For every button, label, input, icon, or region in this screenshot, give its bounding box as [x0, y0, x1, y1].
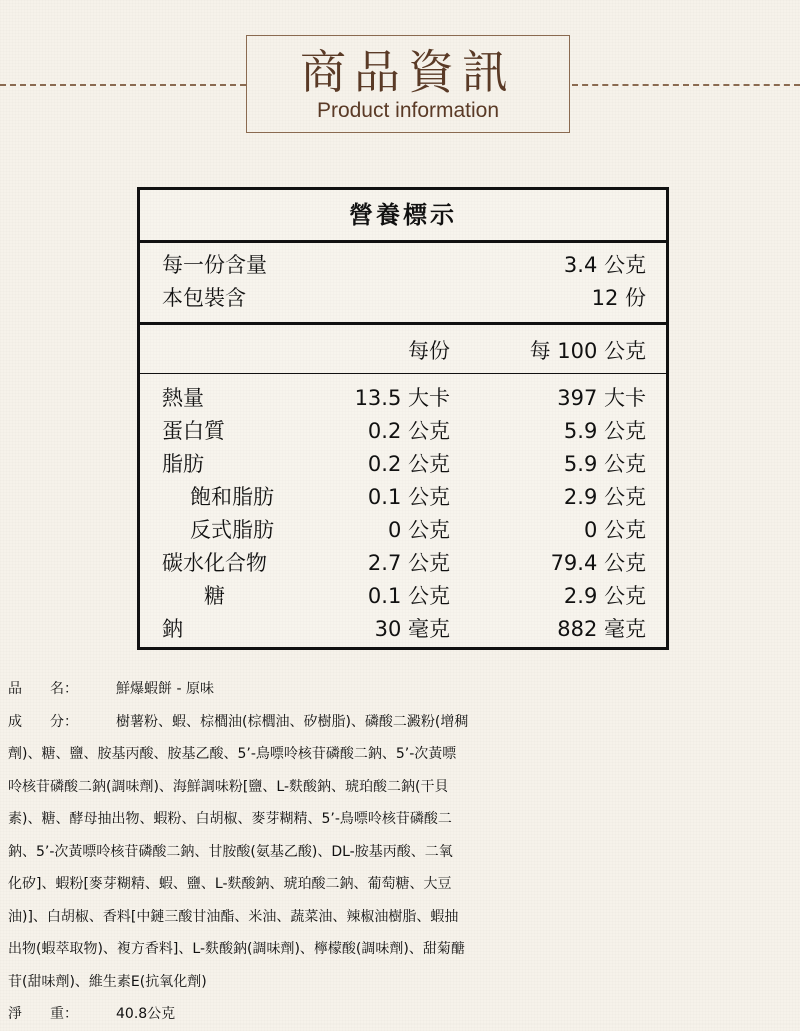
nutrient-row — [140, 481, 666, 514]
nutrient-row — [140, 580, 666, 613]
column-header-row — [140, 325, 666, 374]
nutrient-per-100g: 0 公克 — [583, 518, 646, 542]
ingredients-line: 鈉、5’-次黃嘌呤核苷磷酸二鈉、甘胺酸(氨基乙酸)、DL-胺基丙酸、二氧 — [8, 843, 453, 860]
nutrient-label: 鈉 — [162, 617, 183, 641]
nutrient-per-serving: 13.5 大卡 — [354, 386, 450, 410]
ingredients-line: 苷(甜味劑)、維生素E(抗氧化劑) — [8, 973, 207, 990]
column-header-per-100g: 每 100 公克 — [529, 339, 646, 363]
nutrient-rows — [140, 374, 666, 646]
nutrient-per-serving: 0.2 公克 — [367, 452, 450, 476]
ingredients-line: 呤核苷磷酸二鈉(調味劑)、海鮮調味粉[鹽、L-麩酸鈉、琥珀酸二鈉(干貝 — [8, 778, 449, 795]
nutrient-per-serving: 2.7 公克 — [367, 551, 450, 575]
product-name-key: 品 名： — [8, 681, 78, 697]
nutrient-per-serving: 0 公克 — [387, 518, 450, 542]
nutrient-per-100g: 2.9 公克 — [563, 485, 646, 509]
header-divider-left — [0, 84, 246, 86]
nutrient-per-serving: 0.2 公克 — [367, 419, 450, 443]
nutrient-label: 脂肪 — [162, 452, 204, 476]
nutrient-row — [140, 448, 666, 481]
nutrient-label: 熱量 — [162, 386, 204, 410]
servings-per-package-row — [140, 282, 666, 315]
serving-size-label: 每一份含量 — [162, 253, 267, 277]
nutrient-label: 反式脂肪 — [190, 518, 274, 542]
nutrient-row — [140, 514, 666, 547]
ingredients-key: 成 分： — [8, 713, 78, 730]
nutrient-label: 飽和脂肪 — [190, 485, 274, 509]
nutrient-per-100g: 5.9 公克 — [563, 452, 646, 476]
product-name-line — [8, 673, 798, 706]
ingredients-line: 油)]、白胡椒、香料[中鏈三酸甘油酯、米油、蔬菜油、辣椒油樹脂、蝦抽 — [8, 908, 459, 925]
servings-value: 12 份 — [591, 286, 646, 310]
nutrient-row — [140, 382, 666, 415]
ingredients-line: 化矽]、蝦粉[麥芽糊精、蝦、鹽、L-麩酸鈉、琥珀酸二鈉、葡萄糖、大豆 — [8, 876, 452, 892]
ingredients-line: 出物(蝦萃取物)、複方香料]、L-麩酸鈉(調味劑)、檸檬酸(調味劑)、甜菊醣 — [8, 941, 465, 957]
nutrient-row — [140, 613, 666, 646]
ingredients-line: 劑)、糖、鹽、胺基丙酸、胺基乙酸、5’-鳥嘌呤核苷磷酸二鈉、5’-次黃嘌 — [8, 746, 457, 762]
ingredients-block — [8, 706, 798, 999]
serving-info — [140, 243, 666, 325]
net-weight-key: 淨 重： — [8, 1006, 78, 1022]
nutrient-per-serving: 0.1 公克 — [367, 584, 450, 608]
header-divider-right — [572, 84, 800, 86]
nutrient-per-100g: 397 大卡 — [557, 386, 646, 410]
ingredients-line: 素)、糖、酵母抽出物、蝦粉、白胡椒、麥芽糊精、5’-鳥嘌呤核苷磷酸二 — [8, 811, 452, 827]
product-info — [8, 673, 798, 1031]
ingredients-line — [8, 706, 798, 739]
nutrient-per-serving: 30 毫克 — [374, 617, 450, 641]
servings-label: 本包裝含 — [162, 286, 246, 310]
nutrient-per-100g: 5.9 公克 — [563, 419, 646, 443]
nutrient-per-100g: 882 毫克 — [557, 617, 646, 641]
serving-size-value: 3.4 公克 — [563, 253, 646, 277]
column-header-per-serving: 每份 — [408, 339, 450, 363]
nutrient-per-100g: 2.9 公克 — [563, 584, 646, 608]
ingredients-text: 樹薯粉、蝦、棕櫚油(棕櫚油、矽樹脂)、磷酸二澱粉(增稠 — [116, 713, 469, 730]
net-weight-line — [8, 998, 798, 1031]
net-weight-value: 40.8公克 — [116, 1006, 176, 1022]
nutrient-label: 碳水化合物 — [162, 551, 267, 575]
nutrition-facts-table — [137, 187, 669, 650]
nutrient-row — [140, 547, 666, 580]
nutrient-per-100g: 79.4 公克 — [550, 551, 646, 575]
nutrient-row — [140, 415, 666, 448]
section-title-box — [246, 35, 570, 133]
nutrition-title: 營養標示 — [140, 190, 666, 243]
nutrient-per-serving: 0.1 公克 — [367, 485, 450, 509]
nutrient-label: 糖 — [204, 584, 225, 608]
product-name-value: 鮮爆蝦餅 - 原味 — [116, 681, 214, 697]
serving-size-row — [140, 249, 666, 282]
section-subtitle: Product information — [316, 99, 500, 122]
section-title: 商品資訊 — [300, 45, 516, 99]
nutrient-label: 蛋白質 — [162, 419, 225, 443]
